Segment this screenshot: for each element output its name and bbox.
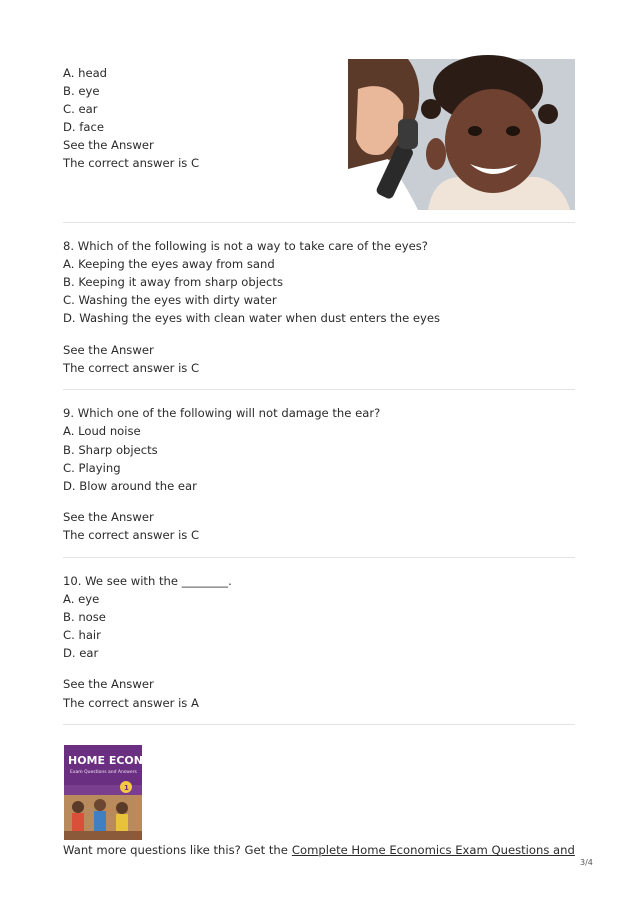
q8-option-b: B. Keeping it away from sharp objects (63, 275, 284, 289)
q7-option-d: D. face (63, 120, 104, 134)
divider (63, 389, 575, 390)
page-number: 3/4 (580, 858, 593, 867)
q8-answer: The correct answer is C (63, 361, 200, 375)
divider (63, 222, 575, 223)
ear-exam-photo (348, 59, 575, 210)
q8-see-answer[interactable]: See the Answer (63, 343, 154, 357)
q7-option-c: C. ear (63, 102, 98, 116)
q9-option-d: D. Blow around the ear (63, 479, 197, 493)
q9-option-b: B. Sharp objects (63, 443, 158, 457)
q7-option-a: A. head (63, 66, 108, 80)
q9-option-c: C. Playing (63, 461, 121, 475)
cta-line (63, 841, 575, 859)
q10-option-d: D. ear (63, 646, 99, 660)
q8-option-c: C. Washing the eyes with dirty water (63, 293, 277, 307)
book-number: 1 (124, 784, 129, 792)
q10-question: 10. We see with the ________. (63, 574, 232, 588)
cta-text: Want more questions like this? Get the (63, 843, 288, 857)
q9-question: 9. Which one of the following will not damage the ear? (63, 406, 381, 420)
q9-answer: The correct answer is C (63, 528, 200, 542)
q9-see-answer[interactable]: See the Answer (63, 510, 154, 524)
divider (63, 724, 575, 725)
q7-option-b: B. eye (63, 84, 100, 98)
divider (63, 557, 575, 558)
book-subtitle: Exam Questions and Answers (70, 770, 137, 775)
book-cover-image[interactable] (64, 745, 151, 840)
q8-option-d: D. Washing the eyes with clean water when dust enters the eyes (63, 311, 441, 325)
q8-option-a: A. Keeping the eyes away from sand (63, 257, 275, 271)
q10-option-a: A. eye (63, 592, 100, 606)
q10-option-c: C. hair (63, 628, 101, 642)
q10-see-answer[interactable]: See the Answer (63, 677, 154, 691)
q10-answer: The correct answer is A (63, 696, 199, 710)
q7-answer: The correct answer is C (63, 156, 200, 170)
q9-option-a: A. Loud noise (63, 424, 141, 438)
q8-question: 8. Which of the following is not a way to take care of the eyes? (63, 239, 428, 253)
q10-option-b: B. nose (63, 610, 106, 624)
q7-see-answer[interactable]: See the Answer (63, 138, 154, 152)
cta-link[interactable]: Complete Home Economics Exam Questions and (291, 843, 575, 857)
book-title: HOME ECONS (68, 754, 151, 767)
